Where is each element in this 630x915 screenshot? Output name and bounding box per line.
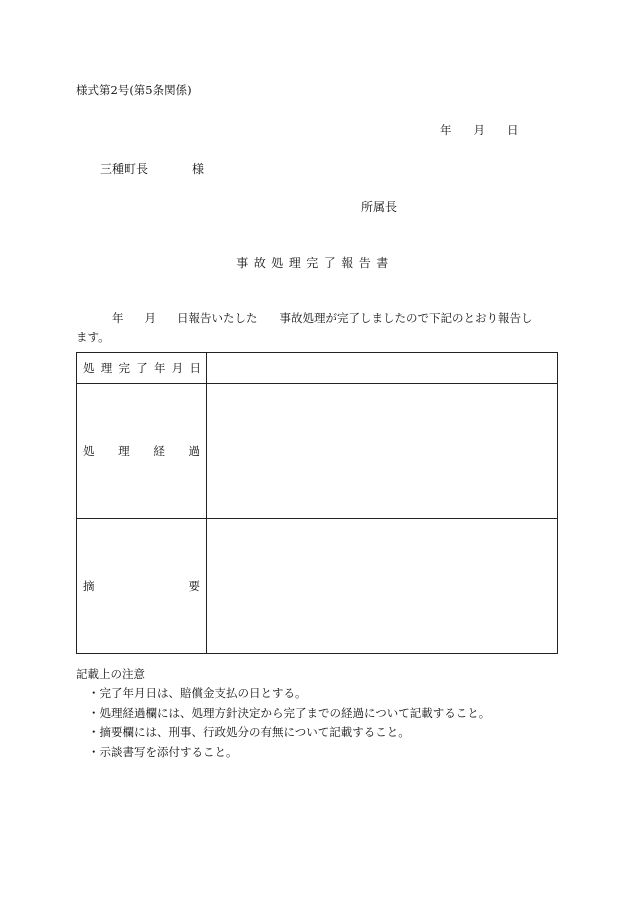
label-char: 理 <box>100 361 113 375</box>
label-char: 了 <box>136 361 148 375</box>
completion-date-value[interactable] <box>207 353 558 384</box>
sender-title: 所属長 <box>361 200 398 214</box>
date-day: 日 <box>507 123 519 137</box>
label-char: 理 <box>118 444 130 458</box>
body-year: 年 <box>112 311 124 325</box>
note-item: ・完了年月日は、賠償金支払の日とする。 <box>88 686 307 700</box>
recipient <box>100 160 204 177</box>
body-main-text: 事故処理が完了しましたので下記のとおり報告し <box>279 311 533 325</box>
date-year: 年 <box>440 123 452 137</box>
label-char: 処 <box>83 361 95 375</box>
label-char: 要 <box>188 579 200 593</box>
label-char: 過 <box>188 444 200 458</box>
remarks-value[interactable] <box>207 519 558 654</box>
document-title: 事故処理完了報告書 <box>236 256 394 270</box>
report-table <box>76 352 558 654</box>
notes-list <box>88 684 490 762</box>
completion-date-label <box>77 353 207 384</box>
process-history-label <box>77 384 207 519</box>
table-row-remarks <box>77 519 558 654</box>
label-char: 日 <box>189 361 201 375</box>
label-char: 完 <box>118 361 130 375</box>
date-line <box>440 122 519 138</box>
label-char: 年 <box>154 361 166 375</box>
label-char: 月 <box>171 361 184 375</box>
form-number: 様式第2号(第5条関係) <box>76 83 192 97</box>
notes-heading: 記載上の注意 <box>76 667 145 681</box>
body-month: 月 <box>144 311 156 325</box>
recipient-honorific: 様 <box>192 162 205 176</box>
body-day-text: 日報告いたした <box>177 311 258 325</box>
table-row-completion-date <box>77 353 558 384</box>
process-history-value[interactable] <box>207 384 558 519</box>
date-month: 月 <box>473 123 485 137</box>
label-char: 摘 <box>83 579 95 593</box>
note-item: ・示談書写を添付すること。 <box>88 744 238 759</box>
body-line2: ます。 <box>76 330 110 344</box>
note-item: ・摘要欄には、刑事、行政処分の有無について記載すること。 <box>88 725 410 739</box>
label-char: 経 <box>153 444 165 458</box>
recipient-name: 三種町長 <box>100 162 149 176</box>
remarks-label <box>77 519 207 654</box>
label-char: 処 <box>83 444 95 458</box>
body-text <box>76 309 556 347</box>
note-item: ・処理経過欄には、処理方針決定から完了までの経過について記載すること。 <box>88 705 491 720</box>
table-row-process-history <box>77 384 558 519</box>
